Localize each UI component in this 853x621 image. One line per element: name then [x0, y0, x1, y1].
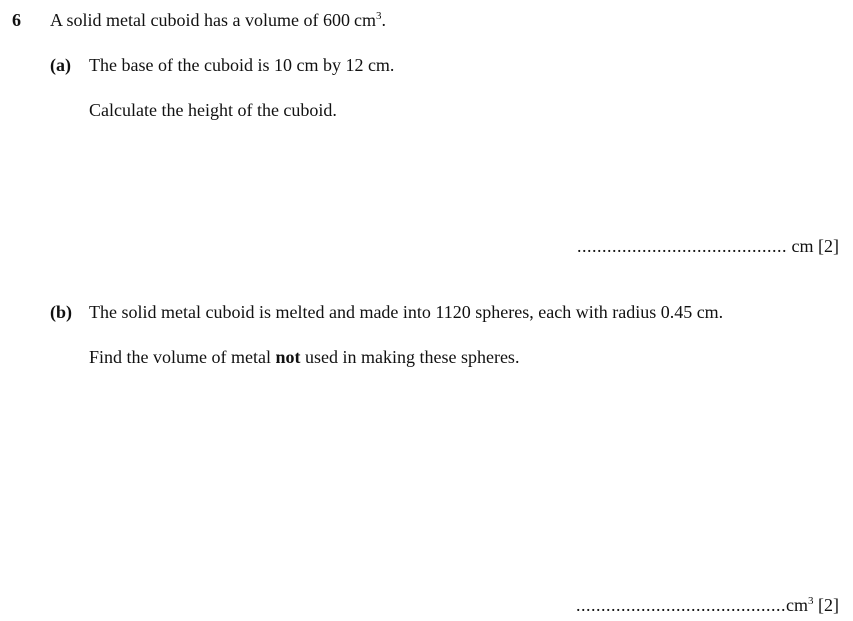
part-b-answer-dots[interactable]: ..........................................	[576, 595, 786, 615]
part-b-text: The solid metal cuboid is melted and made into 1120 spheres, each with radius 0.45 cm.	[89, 302, 724, 322]
part-b-instruction	[89, 346, 519, 368]
part-a-answer-dots[interactable]: ..........................................	[577, 236, 787, 256]
part-b-instruction-pre: Find the volume of metal	[89, 347, 276, 367]
question-stem-end: .	[381, 10, 386, 30]
part-a-marks: [2]	[818, 236, 839, 256]
part-a-answer-unit: cm	[791, 236, 814, 256]
question-stem	[50, 9, 386, 31]
part-a-answer-line[interactable]	[577, 235, 839, 257]
part-b-answer-unit: cm	[786, 595, 808, 615]
part-b-answer-exponent: 3	[808, 595, 814, 607]
question-stem-unit: cm	[353, 10, 376, 30]
part-b-instruction-post: used in making these spheres.	[300, 347, 520, 367]
part-a-label: (a)	[50, 55, 71, 75]
question-stem-exponent: 3	[375, 10, 382, 22]
question-number: 6	[12, 10, 21, 30]
part-b-instruction-bold: not	[275, 347, 301, 367]
part-b-marks: [2]	[818, 595, 839, 615]
part-a-instruction: Calculate the height of the cuboid.	[89, 100, 337, 120]
question-stem-text: A solid metal cuboid has a volume of 600	[50, 10, 350, 30]
part-a-text: The base of the cuboid is 10 cm by 12 cm.	[89, 55, 395, 75]
part-b-label: (b)	[50, 302, 72, 322]
part-b-answer-line[interactable]	[576, 594, 839, 616]
